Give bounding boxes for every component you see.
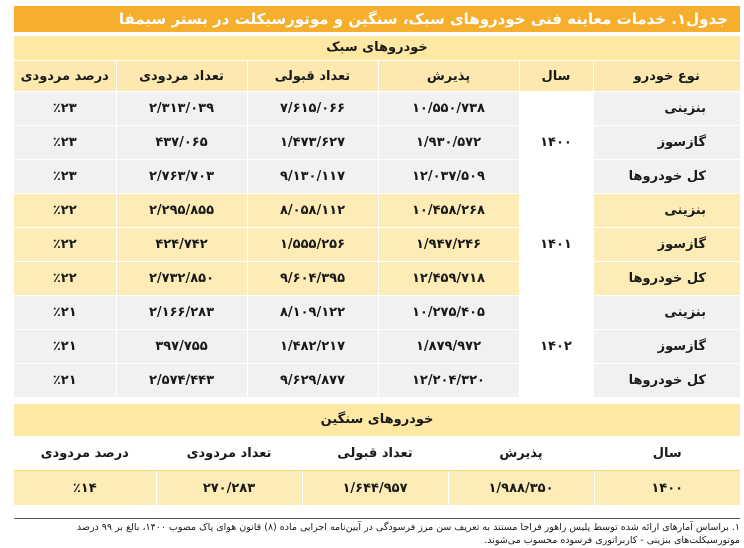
accepted-cell: ۱۲/۴۵۹/۷۱۸	[378, 262, 519, 296]
passed-cell: ۷/۶۱۵/۰۶۶	[247, 92, 378, 126]
vehicle-type-cell: بنزینی	[593, 194, 740, 228]
table-row	[14, 92, 740, 126]
rejected-cell: ۴۳۷/۰۶۵	[116, 126, 247, 160]
table-row	[14, 194, 740, 228]
passed-cell: ۹/۶۲۹/۸۷۷	[247, 364, 378, 398]
heavy-vehicles-table	[14, 436, 740, 506]
light-vehicles-table	[14, 61, 740, 398]
passed-cell: ۹/۶۰۴/۳۹۵	[247, 262, 378, 296]
table-row	[14, 228, 740, 262]
rejected-cell: ۲/۱۶۶/۲۸۳	[116, 296, 247, 330]
rejected-cell: ۲/۵۷۴/۴۴۳	[116, 364, 247, 398]
col-vehicle-type: نوع خودرو	[593, 61, 740, 92]
col-rejected: تعداد مردودی	[116, 61, 247, 92]
passed-cell: ۸/۱۰۹/۱۲۲	[247, 296, 378, 330]
heavy-data-row	[14, 471, 740, 506]
col-reject-percent: درصد مردودی	[14, 61, 116, 92]
table-row	[14, 160, 740, 194]
reject-percent-cell: ٪۲۱	[14, 330, 116, 364]
accepted-cell: ۱/۸۷۹/۹۷۲	[378, 330, 519, 364]
col-accepted: پذیرش	[378, 61, 519, 92]
heavy-vehicles-heading: خودروهای سنگین	[14, 404, 740, 436]
vehicle-type-cell: کل خودروها	[593, 262, 740, 296]
passed-cell: ۱/۴۷۳/۶۲۷	[247, 126, 378, 160]
vehicle-type-cell: گازسوز	[593, 228, 740, 262]
accepted-cell: ۱۰/۵۵۰/۷۳۸	[378, 92, 519, 126]
vehicle-type-cell: کل خودروها	[593, 160, 740, 194]
reject-percent-cell: ٪۲۳	[14, 126, 116, 160]
vehicle-type-cell: بنزینی	[593, 296, 740, 330]
table-row	[14, 262, 740, 296]
rejected-cell: ۲/۳۱۳/۰۳۹	[116, 92, 247, 126]
heavy-col-accepted: پذیرش	[448, 436, 594, 471]
heavy-col-passed: تعداد قبولی	[302, 436, 448, 471]
accepted-cell: ۱۰/۴۵۸/۲۶۸	[378, 194, 519, 228]
heavy-col-year: سال	[594, 436, 740, 471]
light-vehicles-heading: خودروهای سبک	[14, 36, 740, 60]
heavy-accepted: ۱/۹۸۸/۳۵۰	[448, 471, 594, 506]
vehicle-type-cell: گازسوز	[593, 126, 740, 160]
light-header-row	[14, 61, 740, 92]
passed-cell: ۱/۴۸۲/۲۱۷	[247, 330, 378, 364]
vehicle-type-cell: گازسوز	[593, 330, 740, 364]
passed-cell: ۹/۱۳۰/۱۱۷	[247, 160, 378, 194]
passed-cell: ۱/۵۵۵/۲۵۶	[247, 228, 378, 262]
heavy-year: ۱۴۰۰	[594, 471, 740, 506]
table-row	[14, 126, 740, 160]
heavy-header-row	[14, 436, 740, 471]
heavy-rejected: ۲۷۰/۲۸۳	[156, 471, 302, 506]
table-row	[14, 330, 740, 364]
rejected-cell: ۳۹۷/۷۵۵	[116, 330, 247, 364]
reject-percent-cell: ٪۲۲	[14, 194, 116, 228]
reject-percent-cell: ٪۲۳	[14, 92, 116, 126]
reject-percent-cell: ٪۲۳	[14, 160, 116, 194]
reject-percent-cell: ٪۲۱	[14, 296, 116, 330]
table-row	[14, 296, 740, 330]
footnote: ۱. براساس آمارهای ارائه شده توسط پلیس راهور فراجا مستند به تعریف سن مرز فرسودگی در آیین‌نامه اجرایی ماده (۸) قانون هوای پاک مصوب ۱۴۰۰، بالغ بر ۹۹ درصد موتورسیکلت‌های بنزینی - کاربراتوری فرسوده محسوب می‌شوند.	[14, 518, 740, 547]
table-title: جدول۱. خدمات معاینه فنی خودروهای سبک، سنگین و موتورسیکلت در بستر سیمفا	[14, 6, 740, 32]
accepted-cell: ۱۲/۲۰۴/۳۲۰	[378, 364, 519, 398]
table-row	[14, 364, 740, 398]
accepted-cell: ۱۰/۲۷۵/۴۰۵	[378, 296, 519, 330]
year-cell: ۱۴۰۰	[519, 92, 593, 194]
vehicle-type-cell: بنزینی	[593, 92, 740, 126]
accepted-cell: ۱/۹۴۷/۲۴۶	[378, 228, 519, 262]
reject-percent-cell: ٪۲۲	[14, 228, 116, 262]
reject-percent-cell: ٪۲۱	[14, 364, 116, 398]
passed-cell: ۸/۰۵۸/۱۱۲	[247, 194, 378, 228]
vehicle-type-cell: کل خودروها	[593, 364, 740, 398]
reject-percent-cell: ٪۲۲	[14, 262, 116, 296]
col-passed: تعداد قبولی	[247, 61, 378, 92]
accepted-cell: ۱۲/۰۳۷/۵۰۹	[378, 160, 519, 194]
rejected-cell: ۲/۷۳۲/۸۵۰	[116, 262, 247, 296]
rejected-cell: ۴۲۴/۷۴۲	[116, 228, 247, 262]
heavy-col-rejected: تعداد مردودی	[156, 436, 302, 471]
col-year: سال	[519, 61, 593, 92]
year-cell: ۱۴۰۱	[519, 194, 593, 296]
heavy-col-reject-percent: درصد مردودی	[14, 436, 156, 471]
year-cell: ۱۴۰۲	[519, 296, 593, 398]
rejected-cell: ۲/۲۹۵/۸۵۵	[116, 194, 247, 228]
heavy-reject-percent: ٪۱۴	[14, 471, 156, 506]
rejected-cell: ۲/۷۶۳/۷۰۳	[116, 160, 247, 194]
heavy-passed: ۱/۶۴۴/۹۵۷	[302, 471, 448, 506]
accepted-cell: ۱/۹۳۰/۵۷۲	[378, 126, 519, 160]
